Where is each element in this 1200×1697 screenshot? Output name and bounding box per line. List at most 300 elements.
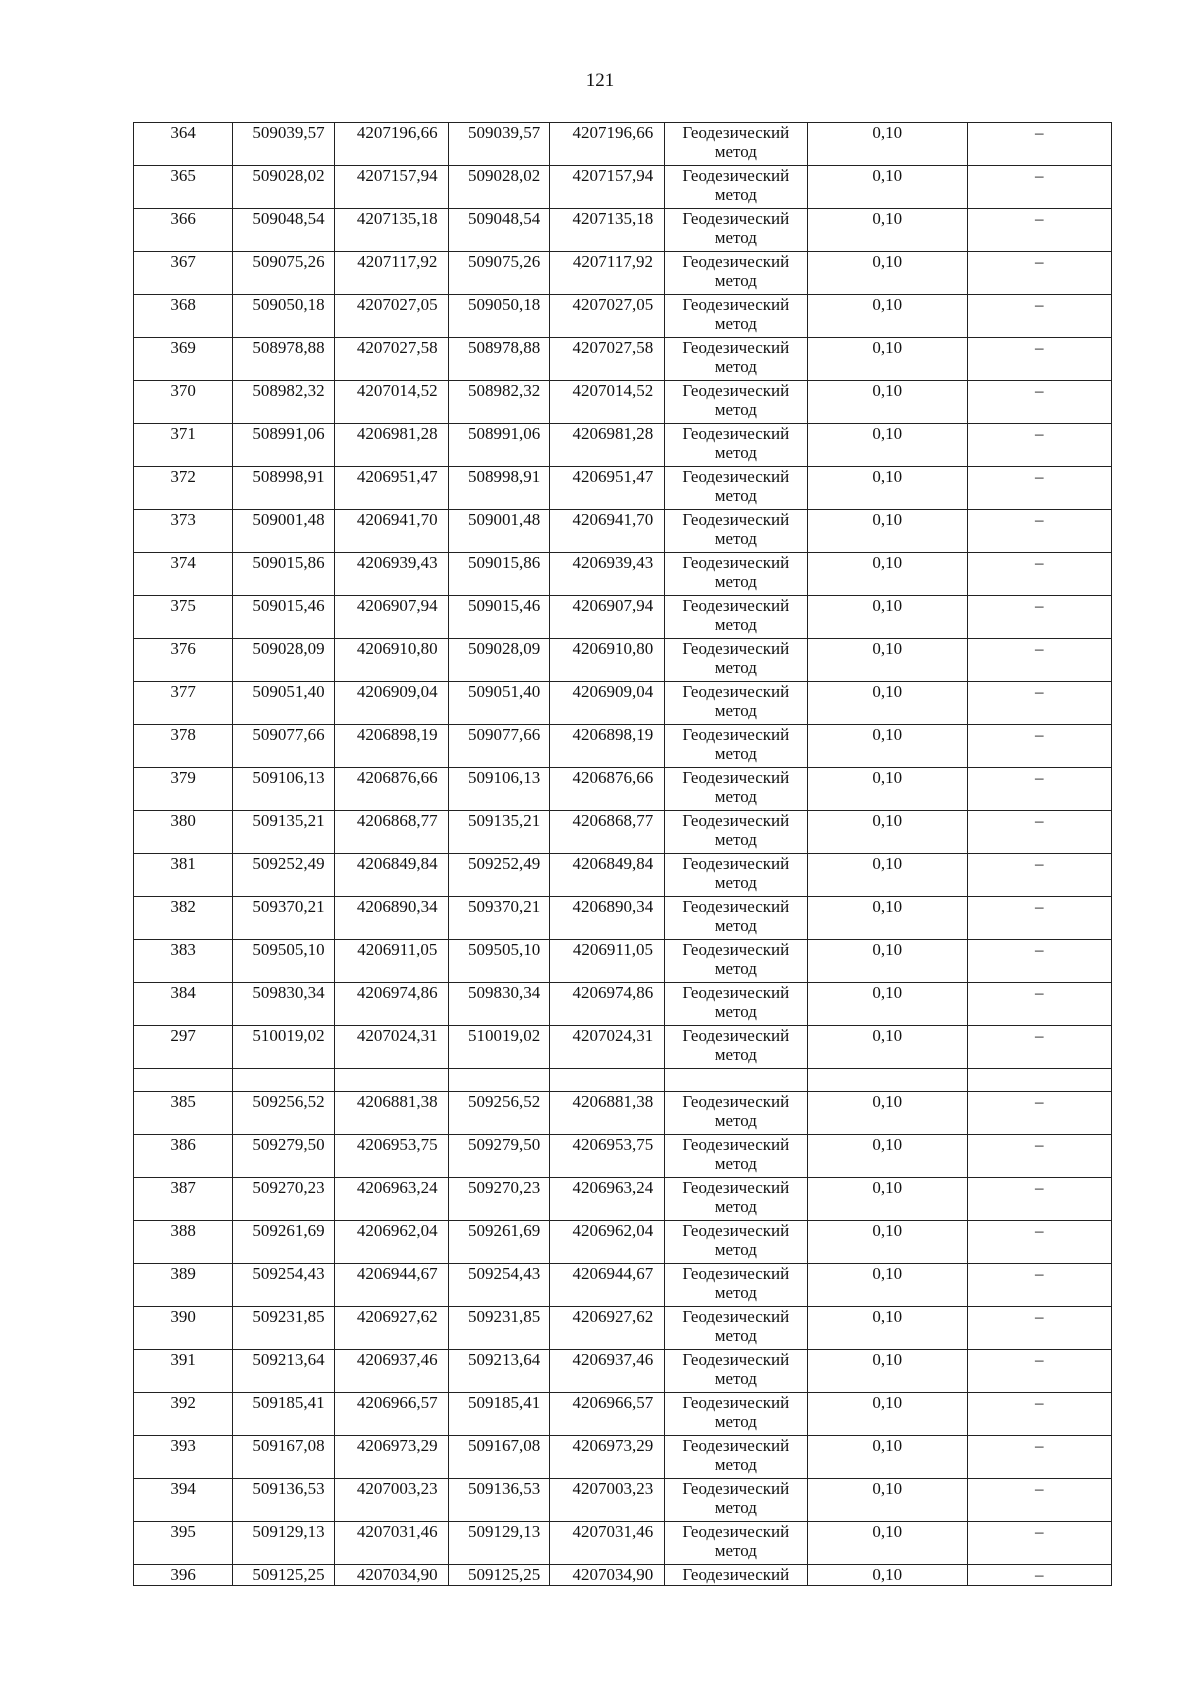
method-cell bbox=[664, 1565, 807, 1586]
table-row bbox=[134, 467, 1112, 510]
y-coordinate-cell: 4206941,70 bbox=[334, 510, 448, 553]
table-row bbox=[134, 811, 1112, 854]
method-line-2: метод bbox=[714, 1541, 757, 1560]
dash-cell: – bbox=[967, 123, 1112, 166]
coordinates-table bbox=[133, 122, 1112, 1586]
y-coordinate-cell: 4206981,28 bbox=[334, 424, 448, 467]
x-coordinate-repeat-cell: 509185,41 bbox=[448, 1393, 549, 1436]
accuracy-cell: 0,10 bbox=[808, 424, 967, 467]
method-line-1: Геодезический bbox=[682, 1479, 790, 1498]
dash-cell: – bbox=[967, 1221, 1112, 1264]
table-row bbox=[134, 1092, 1112, 1135]
method-line-1: Геодезический bbox=[682, 467, 790, 486]
dash-cell: – bbox=[967, 854, 1112, 897]
method-cell bbox=[664, 811, 807, 854]
y-coordinate-cell: 4207196,66 bbox=[334, 123, 448, 166]
x-coordinate-repeat-cell: 509167,08 bbox=[448, 1436, 549, 1479]
point-number-cell: 372 bbox=[134, 467, 233, 510]
x-coordinate-cell: 509028,02 bbox=[233, 166, 334, 209]
x-coordinate-repeat-cell: 509830,34 bbox=[448, 983, 549, 1026]
table-row bbox=[134, 553, 1112, 596]
x-coordinate-repeat-cell: 509231,85 bbox=[448, 1307, 549, 1350]
empty-cell bbox=[808, 1069, 967, 1092]
method-line-1: Геодезический bbox=[682, 897, 790, 916]
method-line-1: Геодезический bbox=[682, 209, 790, 228]
dash-cell: – bbox=[967, 1393, 1112, 1436]
x-coordinate-cell: 509279,50 bbox=[233, 1135, 334, 1178]
x-coordinate-cell: 508982,32 bbox=[233, 381, 334, 424]
accuracy-cell: 0,10 bbox=[808, 467, 967, 510]
accuracy-cell: 0,10 bbox=[808, 1350, 967, 1393]
method-cell bbox=[664, 1436, 807, 1479]
method-cell bbox=[664, 166, 807, 209]
method-cell bbox=[664, 682, 807, 725]
method-line-1: Геодезический bbox=[682, 1307, 790, 1326]
dash-cell: – bbox=[967, 166, 1112, 209]
empty-cell bbox=[448, 1069, 549, 1092]
x-coordinate-repeat-cell: 509039,57 bbox=[448, 123, 549, 166]
method-line-2: метод bbox=[714, 271, 757, 290]
accuracy-cell: 0,10 bbox=[808, 1135, 967, 1178]
y-coordinate-cell: 4206953,75 bbox=[334, 1135, 448, 1178]
x-coordinate-cell: 509505,10 bbox=[233, 940, 334, 983]
method-cell bbox=[664, 854, 807, 897]
y-coordinate-cell: 4206911,05 bbox=[334, 940, 448, 983]
y-coordinate-cell: 4206907,94 bbox=[334, 596, 448, 639]
table-row bbox=[134, 1264, 1112, 1307]
accuracy-cell: 0,10 bbox=[808, 682, 967, 725]
method-line-2: метод bbox=[714, 228, 757, 247]
method-line-2: метод bbox=[714, 529, 757, 548]
y-coordinate-repeat-cell: 4206890,34 bbox=[550, 897, 664, 940]
method-line-1: Геодезический bbox=[682, 166, 790, 185]
dash-cell: – bbox=[967, 682, 1112, 725]
dash-cell: – bbox=[967, 639, 1112, 682]
x-coordinate-cell: 509136,53 bbox=[233, 1479, 334, 1522]
y-coordinate-cell: 4207117,92 bbox=[334, 252, 448, 295]
point-number-cell: 297 bbox=[134, 1026, 233, 1069]
accuracy-cell: 0,10 bbox=[808, 510, 967, 553]
accuracy-cell: 0,10 bbox=[808, 252, 967, 295]
table-row bbox=[134, 1436, 1112, 1479]
dash-cell: – bbox=[967, 381, 1112, 424]
method-line-2: метод bbox=[714, 185, 757, 204]
y-coordinate-repeat-cell: 4206907,94 bbox=[550, 596, 664, 639]
method-line-1: Геодезический bbox=[682, 295, 790, 314]
method-cell bbox=[664, 510, 807, 553]
method-line-2: метод bbox=[714, 787, 757, 806]
method-line-2: метод bbox=[714, 1412, 757, 1431]
x-coordinate-cell: 509167,08 bbox=[233, 1436, 334, 1479]
table-row bbox=[134, 1565, 1112, 1586]
dash-cell: – bbox=[967, 897, 1112, 940]
dash-cell: – bbox=[967, 338, 1112, 381]
method-line-2: метод bbox=[714, 486, 757, 505]
method-line-2: метод bbox=[714, 1498, 757, 1517]
table-row bbox=[134, 1026, 1112, 1069]
table-row bbox=[134, 424, 1112, 467]
y-coordinate-repeat-cell: 4207014,52 bbox=[550, 381, 664, 424]
point-number-cell: 384 bbox=[134, 983, 233, 1026]
y-coordinate-repeat-cell: 4206937,46 bbox=[550, 1350, 664, 1393]
page-number: 121 bbox=[585, 70, 615, 91]
table-row bbox=[134, 1221, 1112, 1264]
method-cell bbox=[664, 725, 807, 768]
method-line-2: метод bbox=[714, 1154, 757, 1173]
table-row bbox=[134, 338, 1112, 381]
y-coordinate-repeat-cell: 4207003,23 bbox=[550, 1479, 664, 1522]
accuracy-cell: 0,10 bbox=[808, 940, 967, 983]
dash-cell: – bbox=[967, 1264, 1112, 1307]
x-coordinate-repeat-cell: 509015,46 bbox=[448, 596, 549, 639]
dash-cell: – bbox=[967, 768, 1112, 811]
accuracy-cell: 0,10 bbox=[808, 338, 967, 381]
method-cell bbox=[664, 639, 807, 682]
y-coordinate-cell: 4207157,94 bbox=[334, 166, 448, 209]
point-number-cell: 374 bbox=[134, 553, 233, 596]
y-coordinate-cell: 4206974,86 bbox=[334, 983, 448, 1026]
x-coordinate-repeat-cell: 509075,26 bbox=[448, 252, 549, 295]
y-coordinate-repeat-cell: 4206951,47 bbox=[550, 467, 664, 510]
x-coordinate-cell: 509231,85 bbox=[233, 1307, 334, 1350]
y-coordinate-cell: 4206868,77 bbox=[334, 811, 448, 854]
y-coordinate-repeat-cell: 4207157,94 bbox=[550, 166, 664, 209]
x-coordinate-repeat-cell: 509279,50 bbox=[448, 1135, 549, 1178]
method-cell bbox=[664, 123, 807, 166]
x-coordinate-cell: 508978,88 bbox=[233, 338, 334, 381]
dash-cell: – bbox=[967, 553, 1112, 596]
method-cell bbox=[664, 1135, 807, 1178]
x-coordinate-cell: 510019,02 bbox=[233, 1026, 334, 1069]
table-row bbox=[134, 1479, 1112, 1522]
accuracy-cell: 0,10 bbox=[808, 1026, 967, 1069]
method-line-1: Геодезический bbox=[682, 1565, 790, 1584]
dash-cell: – bbox=[967, 424, 1112, 467]
accuracy-cell: 0,10 bbox=[808, 381, 967, 424]
method-line-2: метод bbox=[714, 1455, 757, 1474]
method-line-1: Геодезический bbox=[682, 1092, 790, 1111]
table-row bbox=[134, 510, 1112, 553]
method-cell bbox=[664, 209, 807, 252]
accuracy-cell: 0,10 bbox=[808, 1565, 967, 1586]
method-line-1: Геодезический bbox=[682, 1221, 790, 1240]
point-number-cell: 393 bbox=[134, 1436, 233, 1479]
y-coordinate-repeat-cell: 4206898,19 bbox=[550, 725, 664, 768]
point-number-cell: 369 bbox=[134, 338, 233, 381]
x-coordinate-repeat-cell: 508998,91 bbox=[448, 467, 549, 510]
x-coordinate-repeat-cell: 509077,66 bbox=[448, 725, 549, 768]
x-coordinate-repeat-cell: 509125,25 bbox=[448, 1565, 549, 1586]
method-line-1: Геодезический bbox=[682, 811, 790, 830]
point-number-cell: 364 bbox=[134, 123, 233, 166]
method-cell bbox=[664, 467, 807, 510]
accuracy-cell: 0,10 bbox=[808, 1393, 967, 1436]
dash-cell: – bbox=[967, 1350, 1112, 1393]
y-coordinate-cell: 4207031,46 bbox=[334, 1522, 448, 1565]
x-coordinate-repeat-cell: 509252,49 bbox=[448, 854, 549, 897]
x-coordinate-repeat-cell: 509015,86 bbox=[448, 553, 549, 596]
y-coordinate-repeat-cell: 4206939,43 bbox=[550, 553, 664, 596]
method-line-2: метод bbox=[714, 658, 757, 677]
method-line-1: Геодезический bbox=[682, 123, 790, 142]
method-line-2: метод bbox=[714, 357, 757, 376]
x-coordinate-repeat-cell: 509213,64 bbox=[448, 1350, 549, 1393]
method-line-1: Геодезический bbox=[682, 1350, 790, 1369]
method-cell bbox=[664, 252, 807, 295]
y-coordinate-cell: 4207027,58 bbox=[334, 338, 448, 381]
y-coordinate-cell: 4207014,52 bbox=[334, 381, 448, 424]
y-coordinate-cell: 4206927,62 bbox=[334, 1307, 448, 1350]
accuracy-cell: 0,10 bbox=[808, 1436, 967, 1479]
table-row bbox=[134, 682, 1112, 725]
dash-cell: – bbox=[967, 1522, 1112, 1565]
table-row bbox=[134, 768, 1112, 811]
coordinates-table-body bbox=[134, 123, 1112, 1586]
x-coordinate-repeat-cell: 509270,23 bbox=[448, 1178, 549, 1221]
y-coordinate-repeat-cell: 4206974,86 bbox=[550, 983, 664, 1026]
point-number-cell: 387 bbox=[134, 1178, 233, 1221]
x-coordinate-cell: 509015,86 bbox=[233, 553, 334, 596]
x-coordinate-repeat-cell: 509028,02 bbox=[448, 166, 549, 209]
dash-cell: – bbox=[967, 1092, 1112, 1135]
x-coordinate-cell: 509185,41 bbox=[233, 1393, 334, 1436]
y-coordinate-cell: 4206962,04 bbox=[334, 1221, 448, 1264]
method-line-1: Геодезический bbox=[682, 1264, 790, 1283]
x-coordinate-repeat-cell: 509370,21 bbox=[448, 897, 549, 940]
dash-cell: – bbox=[967, 811, 1112, 854]
point-number-cell: 383 bbox=[134, 940, 233, 983]
method-cell bbox=[664, 596, 807, 639]
x-coordinate-cell: 509051,40 bbox=[233, 682, 334, 725]
x-coordinate-cell: 509028,09 bbox=[233, 639, 334, 682]
method-cell bbox=[664, 1026, 807, 1069]
y-coordinate-cell: 4207135,18 bbox=[334, 209, 448, 252]
dash-cell: – bbox=[967, 983, 1112, 1026]
method-line-1: Геодезический bbox=[682, 510, 790, 529]
empty-cell bbox=[967, 1069, 1112, 1092]
method-line-2: метод bbox=[714, 916, 757, 935]
method-line-2: метод bbox=[714, 1045, 757, 1064]
method-cell bbox=[664, 1307, 807, 1350]
point-number-cell: 365 bbox=[134, 166, 233, 209]
y-coordinate-cell: 4206939,43 bbox=[334, 553, 448, 596]
method-cell bbox=[664, 983, 807, 1026]
method-cell bbox=[664, 1221, 807, 1264]
method-line-2: метод bbox=[714, 1326, 757, 1345]
y-coordinate-repeat-cell: 4206911,05 bbox=[550, 940, 664, 983]
y-coordinate-cell: 4207034,90 bbox=[334, 1565, 448, 1586]
point-number-cell: 391 bbox=[134, 1350, 233, 1393]
method-line-1: Геодезический bbox=[682, 940, 790, 959]
table-row bbox=[134, 725, 1112, 768]
y-coordinate-repeat-cell: 4206941,70 bbox=[550, 510, 664, 553]
point-number-cell: 380 bbox=[134, 811, 233, 854]
method-cell bbox=[664, 1522, 807, 1565]
method-cell bbox=[664, 897, 807, 940]
y-coordinate-cell: 4206910,80 bbox=[334, 639, 448, 682]
method-cell bbox=[664, 940, 807, 983]
method-line-2: метод bbox=[714, 1111, 757, 1130]
y-coordinate-repeat-cell: 4207031,46 bbox=[550, 1522, 664, 1565]
table-row bbox=[134, 252, 1112, 295]
table-row bbox=[134, 1307, 1112, 1350]
table-row bbox=[134, 1178, 1112, 1221]
dash-cell: – bbox=[967, 725, 1112, 768]
y-coordinate-cell: 4207024,31 bbox=[334, 1026, 448, 1069]
x-coordinate-repeat-cell: 509254,43 bbox=[448, 1264, 549, 1307]
dash-cell: – bbox=[967, 940, 1112, 983]
y-coordinate-cell: 4206898,19 bbox=[334, 725, 448, 768]
method-line-2: метод bbox=[714, 701, 757, 720]
table-row bbox=[134, 381, 1112, 424]
x-coordinate-cell: 509270,23 bbox=[233, 1178, 334, 1221]
x-coordinate-cell: 509830,34 bbox=[233, 983, 334, 1026]
dash-cell: – bbox=[967, 1565, 1112, 1586]
method-line-1: Геодезический bbox=[682, 1393, 790, 1412]
x-coordinate-repeat-cell: 509135,21 bbox=[448, 811, 549, 854]
y-coordinate-repeat-cell: 4206910,80 bbox=[550, 639, 664, 682]
table-row bbox=[134, 639, 1112, 682]
y-coordinate-repeat-cell: 4207034,90 bbox=[550, 1565, 664, 1586]
y-coordinate-repeat-cell: 4206876,66 bbox=[550, 768, 664, 811]
x-coordinate-cell: 509261,69 bbox=[233, 1221, 334, 1264]
method-line-1: Геодезический bbox=[682, 1135, 790, 1154]
accuracy-cell: 0,10 bbox=[808, 596, 967, 639]
point-number-cell: 390 bbox=[134, 1307, 233, 1350]
x-coordinate-cell: 509254,43 bbox=[233, 1264, 334, 1307]
table-row bbox=[134, 209, 1112, 252]
y-coordinate-repeat-cell: 4207027,58 bbox=[550, 338, 664, 381]
accuracy-cell: 0,10 bbox=[808, 209, 967, 252]
y-coordinate-repeat-cell: 4206973,29 bbox=[550, 1436, 664, 1479]
point-number-cell: 382 bbox=[134, 897, 233, 940]
x-coordinate-cell: 509135,21 bbox=[233, 811, 334, 854]
accuracy-cell: 0,10 bbox=[808, 1307, 967, 1350]
dash-cell: – bbox=[967, 467, 1112, 510]
method-line-1: Геодезический bbox=[682, 1026, 790, 1045]
point-number-cell: 373 bbox=[134, 510, 233, 553]
method-line-1: Геодезический bbox=[682, 252, 790, 271]
accuracy-cell: 0,10 bbox=[808, 639, 967, 682]
method-line-1: Геодезический bbox=[682, 424, 790, 443]
x-coordinate-cell: 509077,66 bbox=[233, 725, 334, 768]
y-coordinate-cell: 4207003,23 bbox=[334, 1479, 448, 1522]
accuracy-cell: 0,10 bbox=[808, 553, 967, 596]
x-coordinate-repeat-cell: 509051,40 bbox=[448, 682, 549, 725]
dash-cell: – bbox=[967, 209, 1112, 252]
y-coordinate-repeat-cell: 4207027,05 bbox=[550, 295, 664, 338]
accuracy-cell: 0,10 bbox=[808, 123, 967, 166]
y-coordinate-repeat-cell: 4207117,92 bbox=[550, 252, 664, 295]
point-number-cell: 396 bbox=[134, 1565, 233, 1586]
accuracy-cell: 0,10 bbox=[808, 1522, 967, 1565]
x-coordinate-repeat-cell: 509136,53 bbox=[448, 1479, 549, 1522]
method-line-2: метод bbox=[714, 959, 757, 978]
x-coordinate-repeat-cell: 510019,02 bbox=[448, 1026, 549, 1069]
x-coordinate-repeat-cell: 508978,88 bbox=[448, 338, 549, 381]
x-coordinate-repeat-cell: 508991,06 bbox=[448, 424, 549, 467]
y-coordinate-repeat-cell: 4206963,24 bbox=[550, 1178, 664, 1221]
x-coordinate-cell: 509370,21 bbox=[233, 897, 334, 940]
y-coordinate-repeat-cell: 4206944,67 bbox=[550, 1264, 664, 1307]
y-coordinate-repeat-cell: 4206966,57 bbox=[550, 1393, 664, 1436]
y-coordinate-cell: 4206963,24 bbox=[334, 1178, 448, 1221]
method-cell bbox=[664, 1092, 807, 1135]
accuracy-cell: 0,10 bbox=[808, 295, 967, 338]
table-row bbox=[134, 1393, 1112, 1436]
table-row bbox=[134, 123, 1112, 166]
point-number-cell: 395 bbox=[134, 1522, 233, 1565]
dash-cell: – bbox=[967, 1479, 1112, 1522]
y-coordinate-cell: 4206909,04 bbox=[334, 682, 448, 725]
method-cell bbox=[664, 1350, 807, 1393]
y-coordinate-repeat-cell: 4206868,77 bbox=[550, 811, 664, 854]
method-line-1: Геодезический bbox=[682, 768, 790, 787]
method-cell bbox=[664, 381, 807, 424]
table-row bbox=[134, 295, 1112, 338]
y-coordinate-repeat-cell: 4207196,66 bbox=[550, 123, 664, 166]
method-cell bbox=[664, 553, 807, 596]
x-coordinate-cell: 509252,49 bbox=[233, 854, 334, 897]
x-coordinate-repeat-cell: 509505,10 bbox=[448, 940, 549, 983]
point-number-cell: 371 bbox=[134, 424, 233, 467]
x-coordinate-cell: 509001,48 bbox=[233, 510, 334, 553]
accuracy-cell: 0,10 bbox=[808, 1479, 967, 1522]
point-number-cell: 386 bbox=[134, 1135, 233, 1178]
dash-cell: – bbox=[967, 1026, 1112, 1069]
method-line-1: Геодезический bbox=[682, 553, 790, 572]
accuracy-cell: 0,10 bbox=[808, 854, 967, 897]
point-number-cell: 389 bbox=[134, 1264, 233, 1307]
x-coordinate-repeat-cell: 509050,18 bbox=[448, 295, 549, 338]
x-coordinate-cell: 509129,13 bbox=[233, 1522, 334, 1565]
x-coordinate-cell: 508998,91 bbox=[233, 467, 334, 510]
x-coordinate-cell: 509015,46 bbox=[233, 596, 334, 639]
accuracy-cell: 0,10 bbox=[808, 725, 967, 768]
method-line-2: метод bbox=[714, 1002, 757, 1021]
x-coordinate-repeat-cell: 509106,13 bbox=[448, 768, 549, 811]
y-coordinate-cell: 4206876,66 bbox=[334, 768, 448, 811]
point-number-cell: 388 bbox=[134, 1221, 233, 1264]
method-line-1: Геодезический bbox=[682, 1436, 790, 1455]
dash-cell: – bbox=[967, 252, 1112, 295]
point-number-cell: 376 bbox=[134, 639, 233, 682]
method-cell bbox=[664, 1178, 807, 1221]
y-coordinate-repeat-cell: 4207135,18 bbox=[550, 209, 664, 252]
empty-cell bbox=[233, 1069, 334, 1092]
method-line-2: метод bbox=[714, 744, 757, 763]
empty-cell bbox=[664, 1069, 807, 1092]
y-coordinate-cell: 4206973,29 bbox=[334, 1436, 448, 1479]
accuracy-cell: 0,10 bbox=[808, 983, 967, 1026]
x-coordinate-repeat-cell: 508982,32 bbox=[448, 381, 549, 424]
table-row bbox=[134, 1350, 1112, 1393]
table-row bbox=[134, 596, 1112, 639]
method-cell bbox=[664, 1479, 807, 1522]
method-line-2: метод bbox=[714, 1369, 757, 1388]
table-row bbox=[134, 897, 1112, 940]
method-cell bbox=[664, 1393, 807, 1436]
table-row bbox=[134, 854, 1112, 897]
x-coordinate-repeat-cell: 509256,52 bbox=[448, 1092, 549, 1135]
method-line-2: метод bbox=[714, 314, 757, 333]
x-coordinate-cell: 509039,57 bbox=[233, 123, 334, 166]
dash-cell: – bbox=[967, 510, 1112, 553]
method-line-2: метод bbox=[714, 572, 757, 591]
x-coordinate-repeat-cell: 509048,54 bbox=[448, 209, 549, 252]
method-line-1: Геодезический bbox=[682, 1178, 790, 1197]
method-line-1: Геодезический bbox=[682, 381, 790, 400]
